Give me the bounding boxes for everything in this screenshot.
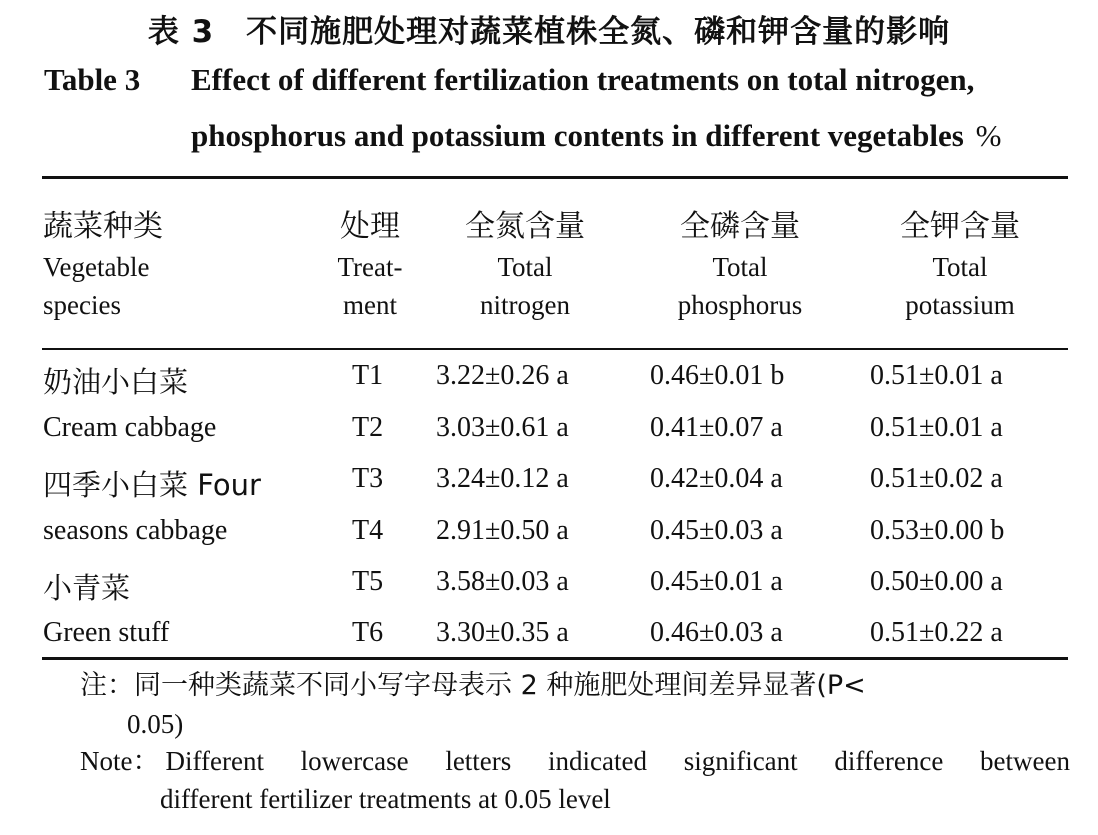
cell-treatment: T6 xyxy=(352,617,384,648)
cell-treatment: T4 xyxy=(352,515,384,546)
cell-nitrogen: 3.58±0.03 a xyxy=(436,566,569,597)
cell-nitrogen: 3.03±0.61 a xyxy=(436,412,569,443)
cell-species: Cream cabbage xyxy=(43,412,217,443)
table-title-en-line2 xyxy=(191,118,1001,154)
cell-species: 四季小白菜 Four xyxy=(43,468,261,502)
cell-nitrogen: 3.24±0.12 a xyxy=(436,463,569,494)
header-species: 蔬菜种类 Vegetable species xyxy=(43,209,163,320)
cell-treatment: T2 xyxy=(352,412,384,443)
cell-treatment: T5 xyxy=(352,566,384,597)
cell-potassium: 0.51±0.01 a xyxy=(870,412,1003,443)
cell-phosphorus: 0.46±0.01 b xyxy=(650,360,785,391)
unit-label: % xyxy=(975,118,1002,153)
table-row xyxy=(0,609,1098,661)
cell-potassium: 0.50±0.00 a xyxy=(870,566,1003,597)
cell-species: Green stuff xyxy=(43,617,170,648)
table-number: Table 3 xyxy=(44,62,141,97)
cell-nitrogen: 3.22±0.26 a xyxy=(436,360,569,391)
top-rule xyxy=(42,176,1068,179)
cell-potassium: 0.51±0.02 a xyxy=(870,463,1003,494)
table-row xyxy=(0,404,1098,456)
table-row xyxy=(0,352,1098,404)
cell-phosphorus: 0.41±0.07 a xyxy=(650,412,783,443)
note-en: Note： Different lowercase letters indicated significant difference between different fertilizer treatments at 0.05 level xyxy=(80,746,1070,814)
cell-species: seasons cabbage xyxy=(43,515,228,546)
header-phosphorus: 全磷含量 Total phosphorus xyxy=(677,209,803,320)
cell-species: 奶油小白菜 xyxy=(43,365,189,399)
cell-treatment: T3 xyxy=(352,463,384,494)
cell-species: 小青菜 xyxy=(43,571,131,605)
table-row xyxy=(0,558,1098,610)
header-potassium: 全钾含量 Total potassium xyxy=(900,209,1020,320)
cell-nitrogen: 3.30±0.35 a xyxy=(436,617,569,648)
table-title-en-text1: Effect of different fertilization treatments on total nitrogen, xyxy=(191,62,975,97)
table-title-en-line1 xyxy=(44,62,974,98)
cell-treatment: T1 xyxy=(352,360,384,391)
table-title-cn: 表 3 不同施肥处理对蔬菜植株全氮、磷和钾含量的影响 xyxy=(147,14,951,50)
cell-potassium: 0.51±0.22 a xyxy=(870,617,1003,648)
cell-phosphorus: 0.46±0.03 a xyxy=(650,617,783,648)
header-rule xyxy=(42,348,1068,350)
table-row xyxy=(0,507,1098,559)
table-row xyxy=(0,455,1098,507)
table-title-en-text2: phosphorus and potassium contents in different vegetables xyxy=(191,118,964,153)
header-treatment: 处理 Treat- ment xyxy=(337,209,403,320)
header-nitrogen: 全氮含量 Total nitrogen xyxy=(465,209,585,320)
bottom-rule xyxy=(42,657,1068,660)
cell-potassium: 0.51±0.01 a xyxy=(870,360,1003,391)
cell-phosphorus: 0.45±0.01 a xyxy=(650,566,783,597)
cell-phosphorus: 0.42±0.04 a xyxy=(650,463,783,494)
note-cn: 注：同一种类蔬菜不同小写字母表示 2 种施肥处理间差异显著(P< 0.05) xyxy=(80,670,866,739)
cell-phosphorus: 0.45±0.03 a xyxy=(650,515,783,546)
cell-potassium: 0.53±0.00 b xyxy=(870,515,1005,546)
cell-nitrogen: 2.91±0.50 a xyxy=(436,515,569,546)
